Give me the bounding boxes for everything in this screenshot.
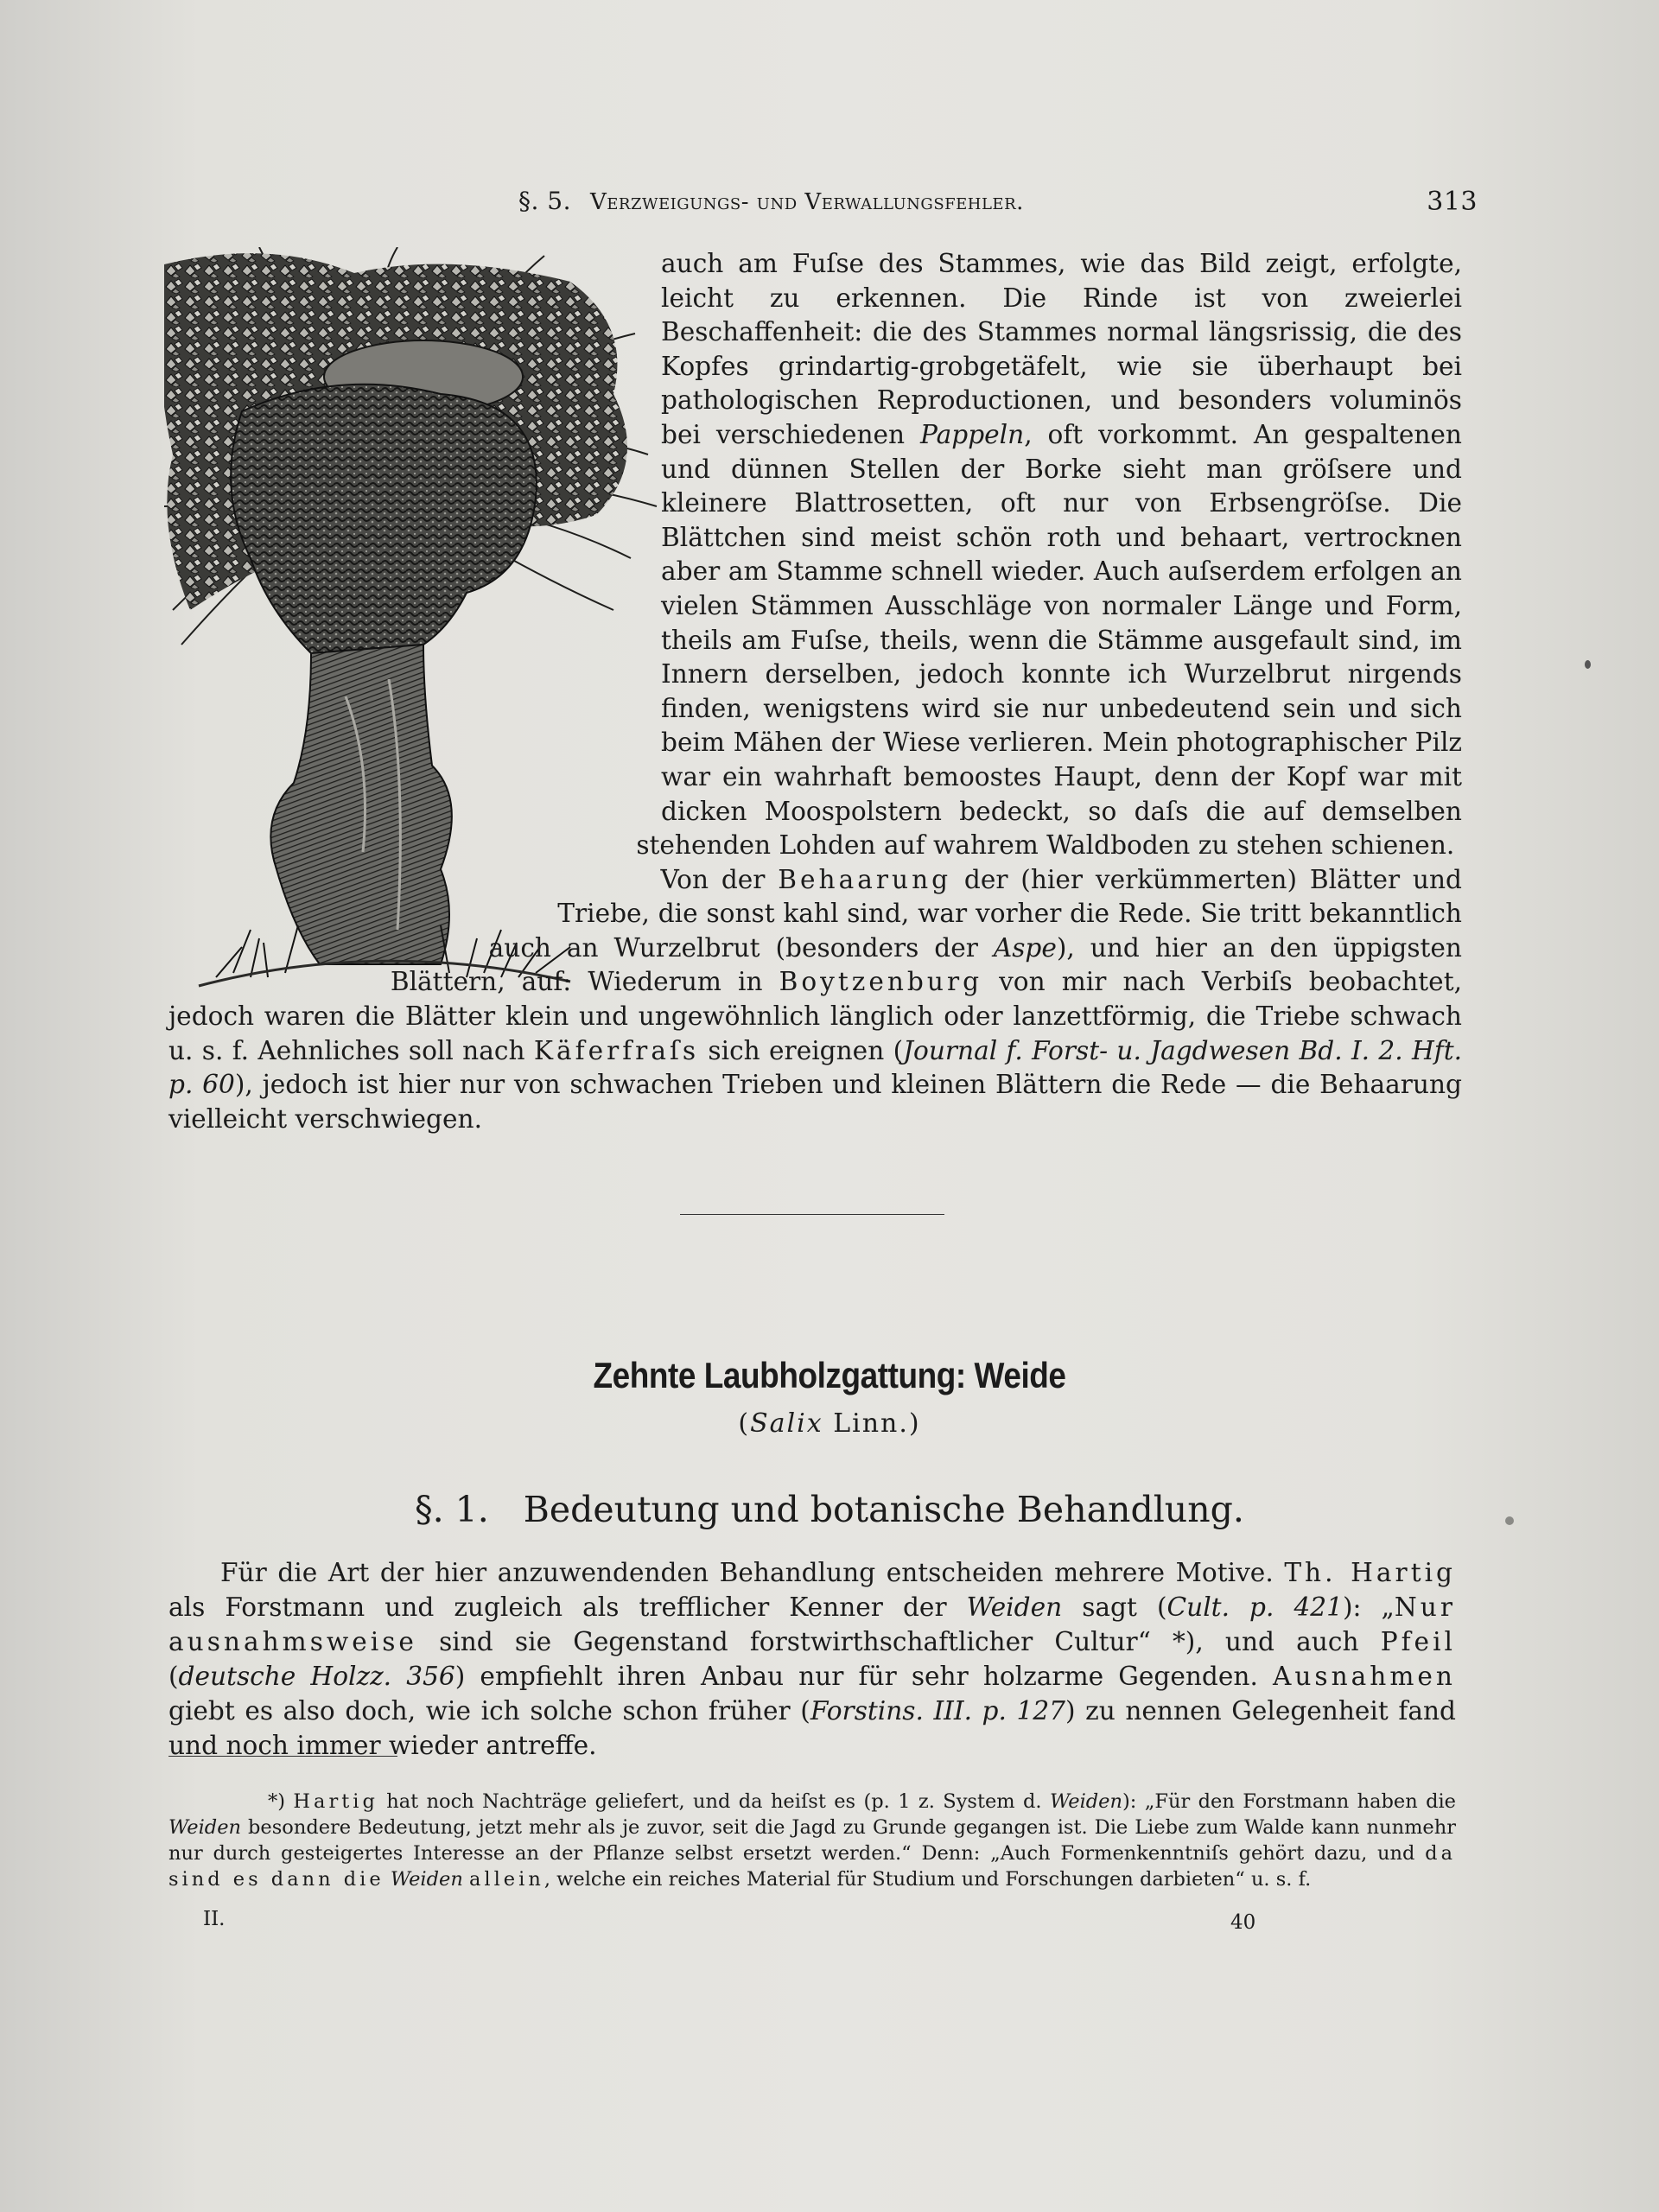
spaced-run: Ausnahmen [1272, 1662, 1456, 1691]
footnote [168, 1789, 1456, 1892]
section-heading [0, 1489, 1659, 1530]
running-head [518, 187, 1478, 215]
spaced-run: allein [469, 1868, 544, 1891]
text-run: der (hier verkümmerten) Blätter und Triebe, die sonst kahl sind, war vorher die Rede. Sie tritt bekanntlich auch an Wurzelbrut (besonders der [488, 864, 1462, 963]
italic-run: Weiden [1049, 1790, 1122, 1813]
italic-run: Cult. p. 421 [1166, 1592, 1343, 1622]
text-run: sich ereignen ( [699, 1035, 904, 1065]
spaced-run: Hartig [293, 1790, 378, 1813]
spaced-run: Käferfraſs [533, 1035, 700, 1065]
body-paragraph [168, 1555, 1456, 1763]
sheet-number: 40 [1230, 1911, 1256, 1934]
text-run: sagt ( [1062, 1592, 1167, 1622]
text-run: *) [268, 1790, 294, 1813]
italic-run: Weiden [168, 1816, 242, 1839]
spaced-run: da sind es dann die [168, 1842, 1456, 1891]
page-number: 313 [1427, 187, 1478, 217]
italic-run: Weiden [390, 1868, 463, 1891]
text-run: hat noch Nachträge geliefert, und da heiſst es (p. 1 z. System d. [378, 1790, 1050, 1813]
section-title: Bedeutung und botanische Behandlung. [523, 1489, 1244, 1530]
text-run: sind sie Gegenstand forstwirthschaftlicher Cultur“ *), und auch [416, 1627, 1381, 1656]
spaced-run: Nur ausnahmsweise [168, 1592, 1456, 1656]
chapter-subtitle-latin: Salix [750, 1408, 823, 1439]
text-run: ( [168, 1662, 179, 1691]
text-run: , oft vorkommt. An gespaltenen und dünnen Stellen der Borke sieht man gröſsere und kleinere Blattrosetten, oft nur von Erbsengröſse. Die Blättchen sind meist schön roth und behaart, vertrocknen aber am Stamme schnell wieder. Auch auſserdem erfolgen an vielen Stämmen Ausschläge von normaler Länge und Form, theils am Fuſse, theils, wenn die Stämme ausgefault sind, im Innern derselben, jedoch konnte ich Wurzelbrut nirgends finden, wenigstens wird sie nur unbedeutend sein und sich beim Mähen der Wiese verlieren. Mein photographischer Pilz war ein wahrhaft bemoostes Haupt, denn der Kopf war mit dicken Moospolstern bedeckt, so daſs die auf demselben stehenden Lohden auf wahrem Waldboden zu stehen schienen. [636, 419, 1462, 861]
spaced-run: Th. Hartig [1284, 1558, 1456, 1587]
text-run: ): „Für den Forstmann haben die [1122, 1790, 1457, 1813]
text-run: auch am Fuſse des Stammes, wie das Bild zeigt, erfolgte, leicht zu erkennen. Die Rinde ist von zweierlei Beschaffenheit: die des Stammes normal längsrissig, die des Kopfes grindartig-grobgetäfelt, wie sie überhaupt bei pathologischen Reproductionen, und besonders voluminös bei verschiedenen [661, 249, 1462, 449]
text-run: ) empfiehlt ihren Anbau nur für sehr holzarme Gegenden. [454, 1662, 1273, 1691]
signature-mark: II. [203, 1908, 226, 1930]
italic-run: Aspe [993, 932, 1057, 963]
text-run [385, 1868, 391, 1891]
running-head-title: Verzweigungs- und Verwallungsfehler. [590, 189, 1024, 215]
text-run: ), jedoch ist hier nur von schwachen Trieben und kleinen Blättern die Rede — die Behaarung vielleicht verschwiegen. [168, 1070, 1462, 1134]
chapter-text [168, 1555, 1456, 1763]
footnote-rule [168, 1756, 397, 1757]
ink-speck [1505, 1516, 1514, 1525]
text-run: Von der [660, 864, 779, 894]
text-run: besondere Bedeutung, jetzt mehr als je zuvor, seit die Jagd zu Grunde gegangen ist. Die Liebe zum Walde kann nunmehr nur durch gesteigertes Interesse an der Pflanze selbst ersetzt werden.“ Denn: „Auch Formenkenntniſs gehört dazu, und [168, 1816, 1456, 1865]
section-number: §. 1. [415, 1489, 489, 1530]
italic-run: Weiden [966, 1592, 1063, 1622]
chapter-subtitle: (Salix Linn.) [738, 1408, 921, 1439]
spaced-run: Behaarung [778, 864, 952, 894]
text-run: von mir nach Verbiſs beobachtet, jedoch waren die Blätter klein und ungewöhnlich länglich oder lanzettförmig, die Triebe schwach u. s. f. Aehnliches soll nach [168, 967, 1462, 1065]
text-run: ): „ [1342, 1592, 1395, 1622]
italic-run: Journal f. Forst- u. Jagdwesen Bd. I. 2. Hft. p. 60 [168, 1035, 1463, 1100]
text-run: , welche ein reiches Material für Studium und Forschungen darbieten“ u. s. f. [543, 1868, 1312, 1891]
text-run: giebt es also doch, wie ich solche schon früher ( [168, 1696, 810, 1726]
italic-run: deutsche Holzz. 356 [178, 1662, 455, 1691]
text-run: als Forstmann und zugleich als trefflicher Kenner der [168, 1592, 967, 1622]
body-text [168, 247, 1462, 1136]
spaced-run: Pfeil [1380, 1627, 1456, 1656]
italic-run: Forstins. III. p. 127 [810, 1696, 1065, 1726]
chapter-title: Zehnte Laubholzgattung: Weide [593, 1355, 1066, 1395]
italic-run: Pappeln [920, 419, 1025, 449]
ink-speck [1585, 660, 1591, 669]
running-head-section: §. 5. [518, 187, 572, 215]
separator-rule [680, 1214, 944, 1215]
text-run: Für die Art der hier anzuwendenden Behandlung entscheiden mehrere Motive. [220, 1558, 1285, 1587]
spaced-run: Boytzenburg [779, 967, 983, 997]
text-run: ) zu nennen Gelegenheit fand und noch immer wieder antreffe. [168, 1696, 1456, 1760]
text-run [463, 1868, 469, 1891]
footnote-text [168, 1789, 1456, 1892]
text-run: ), und hier an den üppigsten Blättern, auf: Wiederum in [390, 932, 1462, 997]
